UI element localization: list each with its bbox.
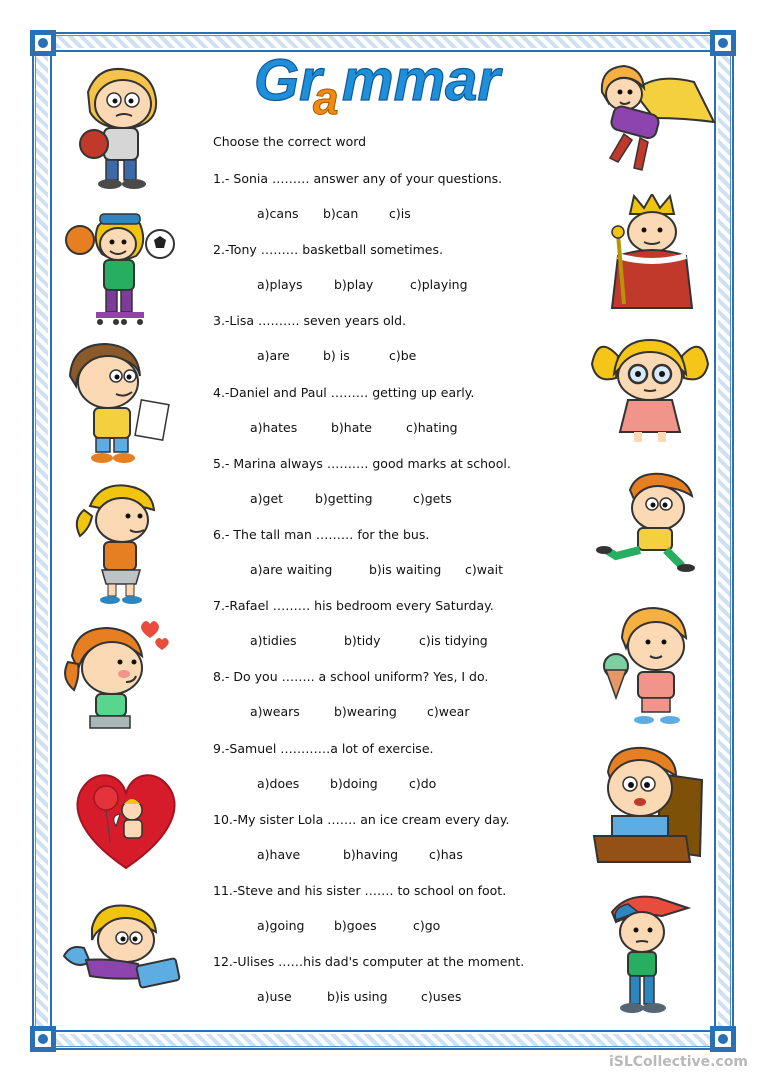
question-4-option-a[interactable]: a)hates	[250, 419, 298, 435]
king-boy-illustration	[604, 194, 700, 316]
question-9-option-b[interactable]: b)doing	[330, 775, 378, 791]
question-12-option-a[interactable]: a)use	[257, 989, 292, 1005]
question-6-text: 6.- The tall man ……… for the bus.	[213, 527, 430, 542]
question-8-option-a[interactable]: a)wears	[250, 704, 300, 720]
corner-ornament-top-right	[708, 28, 738, 58]
question-10-option-c[interactable]: c)has	[429, 846, 463, 862]
girl-walking-illustration	[70, 480, 166, 606]
question-10-option-b[interactable]: b)having	[343, 846, 399, 862]
question-2-text: 2.-Tony ……… basketball sometimes.	[213, 242, 443, 258]
question-1-option-b[interactable]: b)can	[323, 206, 359, 221]
question-6-option-c[interactable]: c)wait	[465, 562, 504, 577]
site-watermark: iSLCollective.com	[608, 1054, 748, 1070]
corner-ornament-top-left	[28, 28, 58, 58]
heart-with-cupid-illustration	[70, 764, 182, 876]
title-text-part1: Gr	[254, 48, 322, 113]
question-7-text: 7.-Rafael ……… his bedroom every Saturday.	[213, 598, 494, 614]
boy-with-ball-illustration	[68, 62, 168, 190]
question-8-text: 8.- Do you …….. a school uniform? Yes, I do.	[213, 669, 489, 685]
girl-with-glasses-illustration	[588, 334, 712, 448]
girl-with-basketball-and-football-illustration	[60, 204, 178, 329]
page-title-grammar	[250, 48, 530, 118]
question-5-text: 5.- Marina always ………. good marks at school.	[213, 455, 511, 471]
question-8-option-b[interactable]: b)wearing	[334, 704, 397, 720]
question-7-option-c[interactable]: c)is tidying	[419, 633, 488, 649]
question-4-option-b[interactable]: b)hate	[331, 419, 372, 435]
question-2-option-a[interactable]: a)plays	[257, 277, 303, 293]
question-3-option-a[interactable]: a)are	[257, 348, 290, 364]
question-11-option-c[interactable]: c)go	[413, 918, 441, 933]
running-boy-illustration	[596, 470, 704, 574]
question-3-option-b[interactable]: b) is	[323, 348, 350, 364]
boy-reading-paper-illustration	[62, 340, 174, 464]
corner-ornament-bottom-left	[28, 1024, 58, 1054]
question-9-text: 9.-Samuel …………a lot of exercise.	[213, 740, 434, 756]
question-7-option-a[interactable]: a)tidies	[250, 633, 297, 649]
question-5-option-c[interactable]: c)gets	[413, 490, 452, 506]
question-5-option-a[interactable]: a)get	[250, 490, 284, 506]
girl-with-ice-cream-illustration	[598, 604, 702, 728]
question-8-option-c[interactable]: c)wear	[427, 704, 470, 720]
question-12-option-b[interactable]: b)is using	[327, 989, 388, 1005]
boy-with-tablet-illustration	[60, 900, 184, 996]
question-11-option-b[interactable]: b)goes	[334, 918, 377, 933]
title-text-part2: mmar	[342, 48, 500, 113]
question-9-option-a[interactable]: a)does	[257, 775, 300, 791]
question-2-option-b[interactable]: b)play	[334, 277, 374, 293]
question-5-option-b[interactable]: b)getting	[315, 490, 373, 506]
question-11-text: 11.-Steve and his sister ……. to school on foot.	[213, 883, 507, 898]
question-6-option-b[interactable]: b)is waiting	[369, 562, 442, 577]
title-text-overlay-letter: a	[313, 72, 339, 118]
question-3-option-c[interactable]: c)be	[389, 348, 417, 364]
question-2-option-c[interactable]: c)playing	[410, 277, 468, 293]
question-12-text: 12.-Ulises ……his dad's computer at the moment.	[213, 954, 525, 970]
question-9-option-c[interactable]: c)do	[409, 775, 437, 791]
question-12-option-c[interactable]: c)uses	[421, 989, 462, 1005]
question-3-text: 3.-Lisa ………. seven years old.	[213, 313, 407, 329]
question-1-option-c[interactable]: c)is	[389, 206, 411, 221]
question-11-option-a[interactable]: a)going	[257, 918, 305, 933]
question-4-option-c[interactable]: c)hating	[406, 419, 458, 435]
question-6-option-a[interactable]: a)are waiting	[250, 562, 333, 577]
question-10-option-a[interactable]: a)have	[257, 846, 301, 862]
superhero-girl-illustration	[594, 62, 718, 182]
question-4-text: 4.-Daniel and Paul ……… getting up early.	[213, 384, 475, 400]
boy-with-cap-illustration	[598, 890, 696, 1018]
question-1-text: 1.- Sonia ……… answer any of your questions.	[213, 171, 503, 186]
girl-in-love-illustration	[62, 616, 174, 736]
corner-ornament-bottom-right	[708, 1024, 738, 1054]
question-1-option-a[interactable]: a)cans	[257, 206, 299, 221]
question-7-option-b[interactable]: b)tidy	[344, 633, 381, 649]
question-10-text: 10.-My sister Lola ……. an ice cream every day.	[213, 811, 510, 827]
instruction-text: Choose the correct word	[213, 134, 367, 149]
boy-in-suitcase-illustration	[590, 744, 710, 868]
